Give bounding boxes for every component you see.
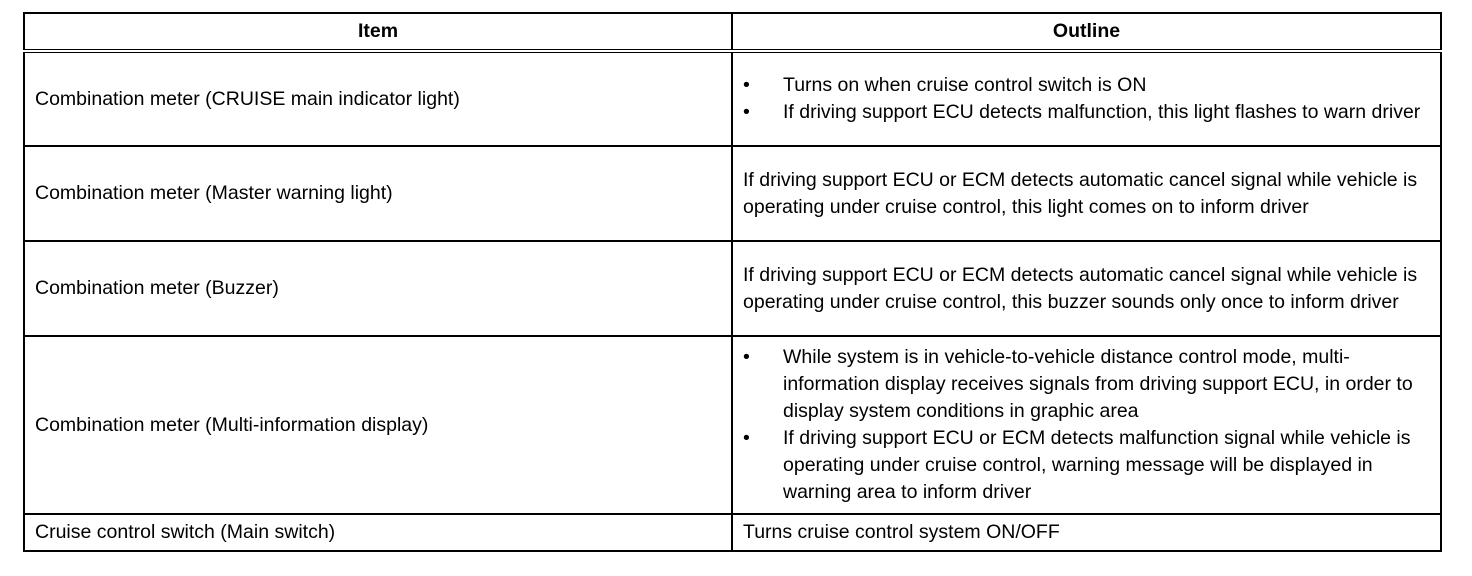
outline-bullet-item: [743, 425, 1430, 506]
outline-bullet-text: Turns on when cruise control switch is ON: [783, 74, 1147, 96]
table-row: [24, 514, 1441, 551]
item-cell: Cruise control switch (Main switch): [24, 514, 732, 551]
outline-bullet-text: If driving support ECU detects malfunction, this light flashes to warn driver: [783, 101, 1421, 123]
item-cell: Combination meter (Multi-information display): [24, 336, 732, 514]
outline-bullet-text: While system is in vehicle-to-vehicle distance control mode, multi-information display receives signals from driving support ECU, in order to display system conditions in graphic area: [783, 346, 1413, 422]
outline-cell: [732, 336, 1441, 514]
bullet-icon: •: [743, 74, 750, 96]
outline-cell: If driving support ECU or ECM detects automatic cancel signal while vehicle is operating under cruise control, this light comes on to inform driver: [732, 146, 1441, 241]
bullet-icon: •: [743, 346, 750, 368]
outline-bullet-list: [743, 344, 1430, 506]
bullet-icon: •: [743, 101, 750, 123]
outline-bullet-item: [743, 72, 1430, 99]
table-row: [24, 51, 1441, 146]
table-body: [24, 51, 1441, 551]
outline-bullet-list: [743, 72, 1430, 126]
header-row: [24, 13, 1441, 51]
header-outline: Outline: [732, 13, 1441, 51]
outline-cell: If driving support ECU or ECM detects automatic cancel signal while vehicle is operating under cruise control, this buzzer sounds only once to inform driver: [732, 241, 1441, 336]
outline-bullet-item: [743, 99, 1430, 126]
table-row: [24, 146, 1441, 241]
outline-bullet-item: [743, 344, 1430, 425]
table-header: [24, 13, 1441, 51]
item-cell: Combination meter (Master warning light): [24, 146, 732, 241]
bullet-icon: •: [743, 427, 750, 449]
outline-cell: Turns cruise control system ON/OFF: [732, 514, 1441, 551]
item-cell: Combination meter (Buzzer): [24, 241, 732, 336]
outline-bullet-text: If driving support ECU or ECM detects malfunction signal while vehicle is operating under cruise control, warning message will be displayed in warning area to inform driver: [783, 427, 1411, 503]
spec-table: [23, 12, 1442, 552]
header-item: Item: [24, 13, 732, 51]
table-row: [24, 336, 1441, 514]
table-row: [24, 241, 1441, 336]
item-cell: Combination meter (CRUISE main indicator light): [24, 51, 732, 146]
outline-cell: [732, 51, 1441, 146]
